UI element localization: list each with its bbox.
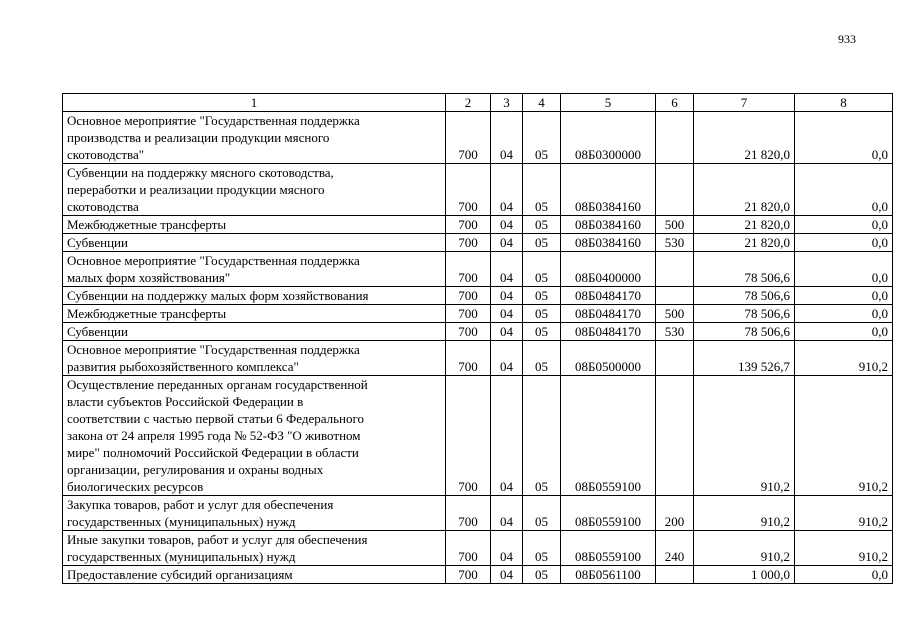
row-amount-cell: 21 820,0 (694, 234, 795, 252)
row-code-cell: 700 (446, 305, 491, 323)
row-amount-cell-2: 0,0 (795, 252, 893, 287)
row-target-article-cell: 08Б0384160 (561, 234, 656, 252)
row-code-cell: 700 (446, 531, 491, 566)
row-amount-cell: 910,2 (694, 531, 795, 566)
row-expense-type-cell: 500 (656, 305, 694, 323)
column-header: 7 (694, 94, 795, 112)
row-section-cell: 04 (491, 531, 523, 566)
row-amount-cell-2: 910,2 (795, 341, 893, 376)
row-name-cell: Иные закупки товаров, работ и услуг для обеспечения государственных (муниципальных) нужд (63, 531, 446, 566)
row-section-cell: 04 (491, 234, 523, 252)
row-expense-type-cell (656, 376, 694, 496)
row-expense-type-cell: 530 (656, 234, 694, 252)
row-target-article-cell: 08Б0384160 (561, 164, 656, 216)
column-header: 2 (446, 94, 491, 112)
row-name-cell: Межбюджетные трансферты (63, 216, 446, 234)
row-name-cell: Закупка товаров, работ и услуг для обеспечения государственных (муниципальных) нужд (63, 496, 446, 531)
row-target-article-cell: 08Б0484170 (561, 305, 656, 323)
row-code-cell: 700 (446, 287, 491, 305)
row-subsection-cell: 05 (523, 216, 561, 234)
row-name-cell: Субвенции (63, 234, 446, 252)
row-amount-cell-2: 910,2 (795, 376, 893, 496)
row-subsection-cell: 05 (523, 287, 561, 305)
row-amount-cell-2: 910,2 (795, 496, 893, 531)
row-amount-cell: 910,2 (694, 376, 795, 496)
table-body (63, 94, 893, 584)
row-expense-type-cell: 200 (656, 496, 694, 531)
row-target-article-cell: 08Б0484170 (561, 323, 656, 341)
table-row (63, 164, 893, 216)
column-header: 3 (491, 94, 523, 112)
row-section-cell: 04 (491, 305, 523, 323)
row-name-cell: Предоставление субсидий организациям (63, 566, 446, 584)
row-subsection-cell: 05 (523, 252, 561, 287)
row-subsection-cell: 05 (523, 234, 561, 252)
row-amount-cell-2: 0,0 (795, 216, 893, 234)
row-code-cell: 700 (446, 216, 491, 234)
row-code-cell: 700 (446, 234, 491, 252)
row-amount-cell: 78 506,6 (694, 287, 795, 305)
row-name-cell: Основное мероприятие "Государственная поддержка малых форм хозяйствования" (63, 252, 446, 287)
column-header: 8 (795, 94, 893, 112)
row-name-cell: Основное мероприятие "Государственная поддержка производства и реализации продукции мясного скотоводства" (63, 112, 446, 164)
row-amount-cell-2: 0,0 (795, 323, 893, 341)
row-name-cell: Субвенции на поддержку мясного скотоводства, переработки и реализации продукции мясного скотоводства (63, 164, 446, 216)
row-name-cell: Межбюджетные трансферты (63, 305, 446, 323)
column-header: 1 (63, 94, 446, 112)
row-subsection-cell: 05 (523, 376, 561, 496)
row-section-cell: 04 (491, 216, 523, 234)
table-row (63, 216, 893, 234)
row-expense-type-cell: 530 (656, 323, 694, 341)
row-subsection-cell: 05 (523, 341, 561, 376)
row-expense-type-cell (656, 112, 694, 164)
row-subsection-cell: 05 (523, 305, 561, 323)
row-target-article-cell: 08Б0561100 (561, 566, 656, 584)
row-name-cell: Основное мероприятие "Государственная поддержка развития рыбохозяйственного комплекса" (63, 341, 446, 376)
row-code-cell: 700 (446, 566, 491, 584)
row-code-cell: 700 (446, 112, 491, 164)
row-target-article-cell: 08Б0484170 (561, 287, 656, 305)
row-section-cell: 04 (491, 112, 523, 164)
row-name-cell: Осуществление переданных органам государственной власти субъектов Российской Федерации в соответствии с частью первой статьи 6 Федерального закона от 24 апреля 1995 года № 52-ФЗ "О животном мире" полномочий Российской Федерации в области организации, регулирования и охраны водных биологических ресурсов (63, 376, 446, 496)
row-target-article-cell: 08Б0384160 (561, 216, 656, 234)
row-amount-cell-2: 0,0 (795, 287, 893, 305)
column-header: 6 (656, 94, 694, 112)
row-target-article-cell: 08Б0559100 (561, 531, 656, 566)
row-expense-type-cell (656, 164, 694, 216)
row-amount-cell: 78 506,6 (694, 305, 795, 323)
row-subsection-cell: 05 (523, 531, 561, 566)
table-row (63, 341, 893, 376)
row-amount-cell-2: 0,0 (795, 234, 893, 252)
table-row (63, 323, 893, 341)
column-header: 4 (523, 94, 561, 112)
table-row (63, 376, 893, 496)
page-number: 933 (838, 32, 856, 46)
table-row (63, 112, 893, 164)
row-amount-cell: 21 820,0 (694, 216, 795, 234)
row-amount-cell-2: 910,2 (795, 531, 893, 566)
row-amount-cell: 1 000,0 (694, 566, 795, 584)
column-header: 5 (561, 94, 656, 112)
row-section-cell: 04 (491, 376, 523, 496)
budget-table (62, 93, 893, 584)
row-section-cell: 04 (491, 496, 523, 531)
row-expense-type-cell (656, 566, 694, 584)
row-section-cell: 04 (491, 566, 523, 584)
row-code-cell: 700 (446, 496, 491, 531)
table-row (63, 531, 893, 566)
table-row (63, 287, 893, 305)
row-expense-type-cell (656, 341, 694, 376)
row-target-article-cell: 08Б0559100 (561, 496, 656, 531)
row-target-article-cell: 08Б0400000 (561, 252, 656, 287)
row-amount-cell: 78 506,6 (694, 252, 795, 287)
row-amount-cell: 78 506,6 (694, 323, 795, 341)
table-header-row (63, 94, 893, 112)
row-subsection-cell: 05 (523, 164, 561, 216)
row-section-cell: 04 (491, 252, 523, 287)
row-code-cell: 700 (446, 252, 491, 287)
row-name-cell: Субвенции на поддержку малых форм хозяйствования (63, 287, 446, 305)
table-row (63, 252, 893, 287)
row-code-cell: 700 (446, 164, 491, 216)
row-subsection-cell: 05 (523, 323, 561, 341)
row-section-cell: 04 (491, 164, 523, 216)
row-amount-cell: 21 820,0 (694, 112, 795, 164)
row-amount-cell: 21 820,0 (694, 164, 795, 216)
table-row (63, 566, 893, 584)
row-target-article-cell: 08Б0300000 (561, 112, 656, 164)
row-expense-type-cell (656, 252, 694, 287)
row-target-article-cell: 08Б0500000 (561, 341, 656, 376)
row-section-cell: 04 (491, 323, 523, 341)
row-code-cell: 700 (446, 341, 491, 376)
row-subsection-cell: 05 (523, 496, 561, 531)
row-expense-type-cell: 500 (656, 216, 694, 234)
row-expense-type-cell (656, 287, 694, 305)
table-row (63, 305, 893, 323)
row-section-cell: 04 (491, 341, 523, 376)
row-subsection-cell: 05 (523, 566, 561, 584)
row-amount-cell: 910,2 (694, 496, 795, 531)
row-subsection-cell: 05 (523, 112, 561, 164)
row-amount-cell-2: 0,0 (795, 164, 893, 216)
row-section-cell: 04 (491, 287, 523, 305)
row-target-article-cell: 08Б0559100 (561, 376, 656, 496)
row-code-cell: 700 (446, 376, 491, 496)
row-name-cell: Субвенции (63, 323, 446, 341)
table-row (63, 234, 893, 252)
table-row (63, 496, 893, 531)
row-amount-cell: 139 526,7 (694, 341, 795, 376)
row-amount-cell-2: 0,0 (795, 566, 893, 584)
row-expense-type-cell: 240 (656, 531, 694, 566)
row-amount-cell-2: 0,0 (795, 112, 893, 164)
row-code-cell: 700 (446, 323, 491, 341)
row-amount-cell-2: 0,0 (795, 305, 893, 323)
